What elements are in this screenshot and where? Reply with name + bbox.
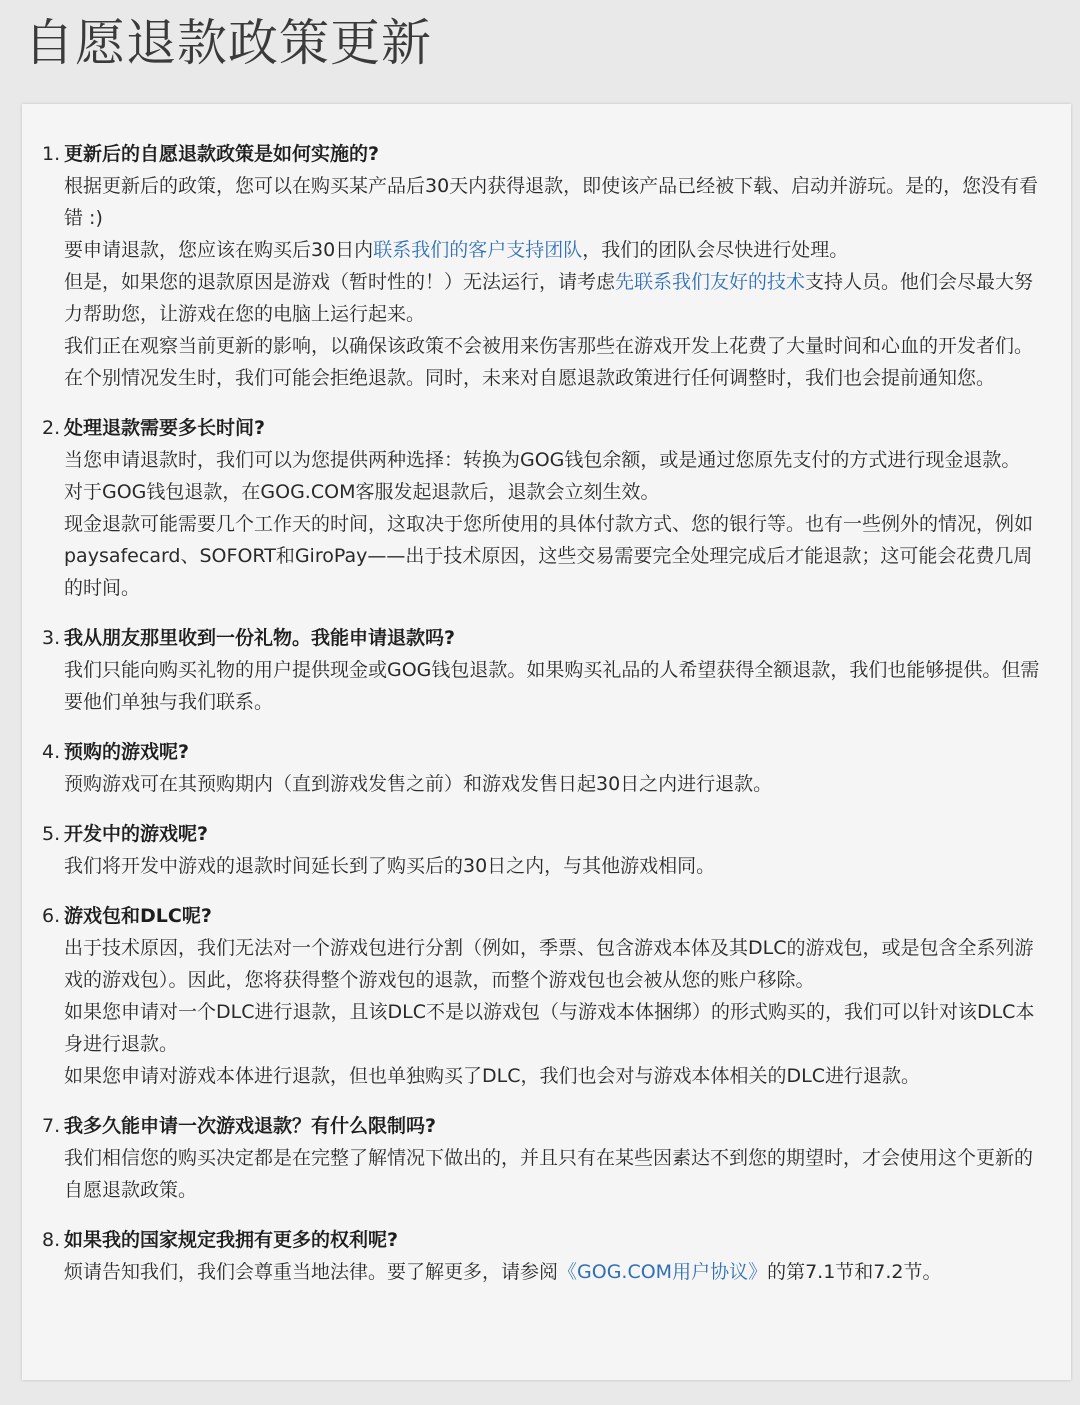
faq-answer-paragraph [64, 170, 1051, 234]
faq-list [22, 138, 1051, 1288]
answer-text: 支持人员。他们会尽最大努力帮助您，让游戏在您的电脑上运行起来。 [64, 271, 1034, 325]
faq-item [22, 818, 1051, 882]
faq-question: 如果我的国家规定我拥有更多的权利呢? [64, 1229, 399, 1251]
inline-link[interactable]: 联系我们的客户支持团队 [373, 239, 583, 261]
answer-text: 如果您申请对游戏本体进行退款，但也单独购买了DLC，我们也会对与游戏本体相关的DLC进行退款。 [64, 1065, 920, 1087]
faq-answer-paragraph [64, 654, 1051, 718]
faq-answer-paragraph [64, 476, 1051, 508]
faq-answer-paragraph [64, 266, 1051, 330]
faq-question: 我从朋友那里收到一份礼物。我能申请退款吗? [64, 627, 456, 649]
faq-number: 4. [42, 741, 61, 763]
faq-question: 开发中的游戏呢? [64, 823, 209, 845]
answer-text: 如果您申请对一个DLC进行退款，且该DLC不是以游戏包（与游戏本体捆绑）的形式购买的，我们可以针对该DLC本身进行退款。 [64, 1001, 1035, 1055]
answer-text: 的第7.1节和7.2节。 [767, 1261, 942, 1283]
faq-answer-paragraph [64, 932, 1051, 996]
answer-text: 预购游戏可在其预购期内（直到游戏发售之前）和游戏发售日起30日之内进行退款。 [64, 773, 773, 795]
answer-text: 但是，如果您的退款原因是游戏（暂时性的！）无法运行，请考虑 [64, 271, 616, 293]
faq-answer-paragraph [64, 1142, 1051, 1206]
faq-question: 我多久能申请一次游戏退款？有什么限制吗? [64, 1115, 437, 1137]
faq-question: 游戏包和DLC呢? [64, 905, 212, 927]
faq-question: 更新后的自愿退款政策是如何实施的? [64, 143, 380, 165]
answer-text: 我们正在观察当前更新的影响，以确保该政策不会被用来伤害那些在游戏开发上花费了大量时间和心血的开发者们。在个别情况发生时，我们可能会拒绝退款。同时，未来对自愿退款政策进行任何调整时，我们也会提前通知您。 [64, 335, 1034, 389]
inline-link[interactable]: 《GOG.COM用户协议》 [558, 1261, 768, 1283]
faq-question: 处理退款需要多长时间? [64, 417, 266, 439]
answer-text: 现金退款可能需要几个工作天的时间，这取决于您所使用的具体付款方式、您的银行等。也有一些例外的情况，例如 paysafecard、SOFORT和GiroPay——出于技术原因，这些交易需要完全处理完成后才能退款；这可能会花费几周的时间。 [64, 513, 1034, 599]
inline-link[interactable]: 先联系我们友好的技术 [615, 271, 806, 293]
faq-item [22, 1110, 1051, 1206]
answer-text: 我们只能向购买礼物的用户提供现金或GOG钱包退款。如果购买礼品的人希望获得全额退款，我们也能够提供。但需要他们单独与我们联系。 [64, 659, 1040, 713]
faq-answer-paragraph [64, 444, 1051, 476]
faq-item [22, 900, 1051, 1092]
faq-number: 7. [42, 1115, 61, 1137]
answer-text: 我们相信您的购买决定都是在完整了解情况下做出的，并且只有在某些因素达不到您的期望时，才会使用这个更新的自愿退款政策。 [64, 1147, 1034, 1201]
faq-item [22, 1224, 1051, 1288]
faq-answer-paragraph [64, 1060, 1051, 1092]
answer-text: 要申请退款，您应该在购买后30日内 [64, 239, 374, 261]
faq-number: 8. [42, 1229, 61, 1251]
faq-number: 1. [42, 143, 61, 165]
faq-item [22, 622, 1051, 718]
faq-item [22, 736, 1051, 800]
answer-text: 我们将开发中游戏的退款时间延长到了购买后的30日之内，与其他游戏相同。 [64, 855, 716, 877]
faq-answer-paragraph [64, 768, 1051, 800]
faq-answer-paragraph [64, 508, 1051, 604]
faq-question: 预购的游戏呢? [64, 741, 190, 763]
faq-item [22, 138, 1051, 394]
faq-answer-paragraph [64, 330, 1051, 394]
faq-number: 6. [42, 905, 61, 927]
answer-text: 当您申请退款时，我们可以为您提供两种选择：转换为GOG钱包余额，或是通过您原先支付的方式进行现金退款。 [64, 449, 1021, 471]
faq-number: 3. [42, 627, 61, 649]
faq-answer-paragraph [64, 234, 1051, 266]
faq-number: 2. [42, 417, 61, 439]
answer-text: ，我们的团队会尽快进行处理。 [582, 239, 849, 261]
faq-item [22, 412, 1051, 604]
answer-text: 出于技术原因，我们无法对一个游戏包进行分割（例如，季票、包含游戏本体及其DLC的游戏包，或是包含全系列游戏的游戏包）。因此，您将获得整个游戏包的退款，而整个游戏包也会被从您的账户移除。 [64, 937, 1034, 991]
page-title: 自愿退款政策更新 [24, 14, 432, 72]
faq-number: 5. [42, 823, 61, 845]
faq-answer-paragraph [64, 850, 1051, 882]
faq-card [22, 104, 1071, 1380]
faq-answer-paragraph [64, 1256, 1051, 1288]
answer-text: 对于GOG钱包退款，在GOG.COM客服发起退款后，退款会立刻生效。 [64, 481, 660, 503]
answer-text: 烦请告知我们，我们会尊重当地法律。要了解更多，请参阅 [64, 1261, 559, 1283]
faq-answer-paragraph [64, 996, 1051, 1060]
answer-text: 根据更新后的政策，您可以在购买某产品后30天内获得退款，即使该产品已经被下载、启动并游玩。是的，您没有看错 :) [64, 175, 1039, 229]
